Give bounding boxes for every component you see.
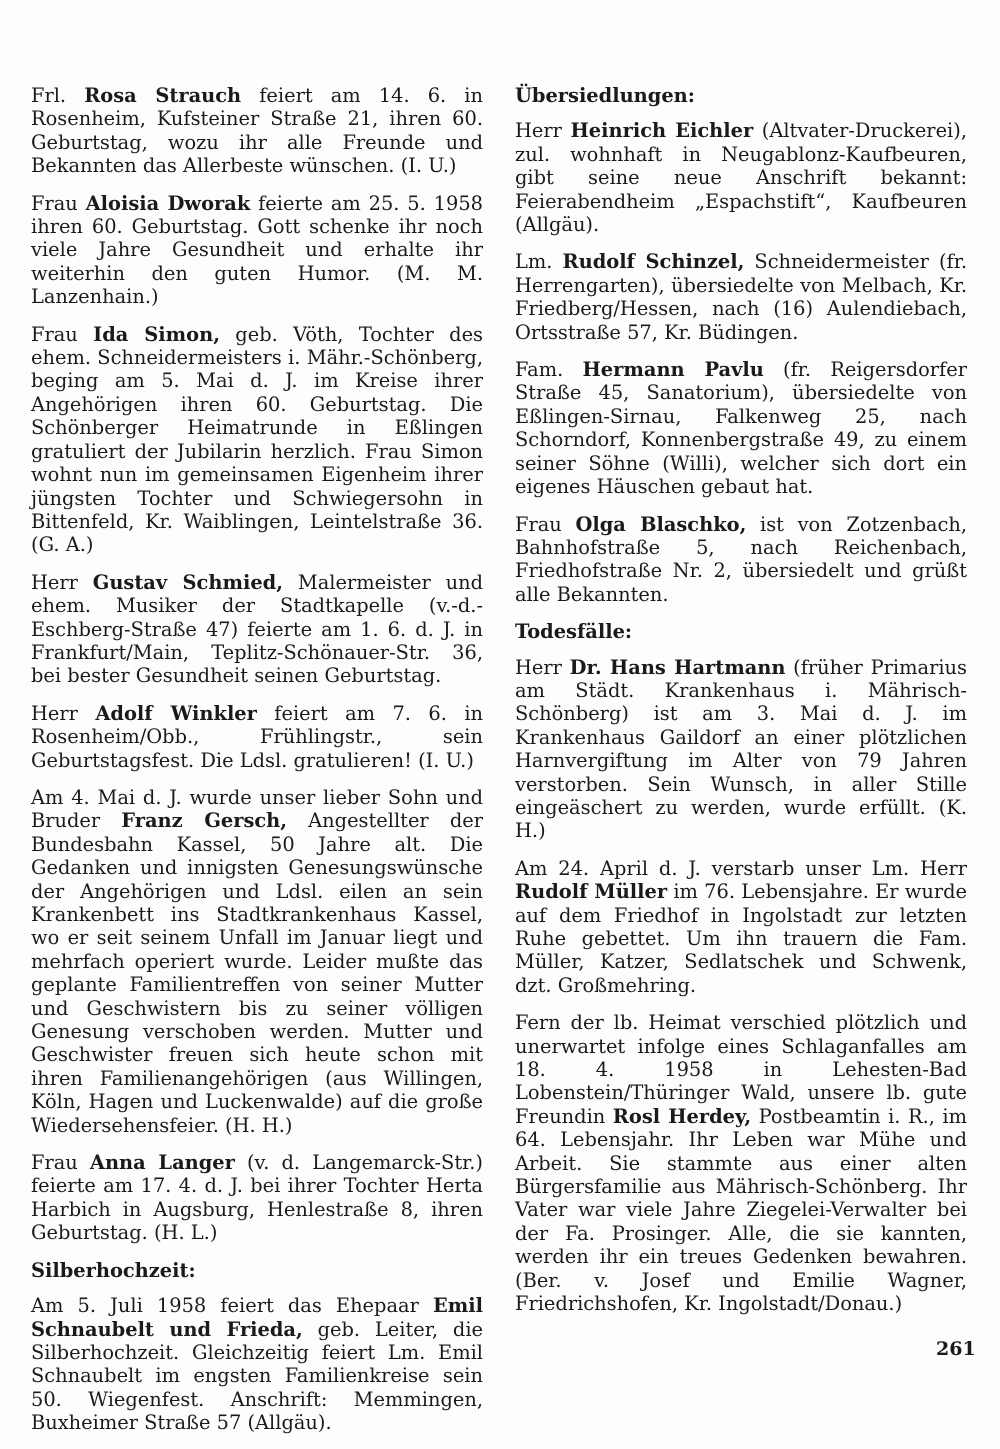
section-heading-silberhochzeit: Silberhochzeit: — [31, 1258, 196, 1282]
person-name: Rosl Herdey, — [612, 1104, 752, 1128]
notice-hans-hartmann: Herr Dr. Hans Hartmann (früher Primarius am Städt. Krankenhaus i. Mährisch-Schönberg) ist am 3. Mai d. J. im Krankenhaus Gaildorf an einer plötzlichen Harnvergiftung im Alter von 79 Jahren verstorben. Sein Wunsch, in aller Stille eingeäschert zu werden, wurde erfüllt. (K. H.) — [515, 655, 967, 843]
notice-anna-langer: Frau Anna Langer (v. d. Langemarck-Str.) feierte am 17. 4. d. J. bei ihrer Tochter Herta Harbich in Augsburg, Henlestraße 8, ihren Geburtstag. (H. L.) — [31, 1151, 483, 1245]
notice-franz-gersch: Am 4. Mai d. J. wurde unser lieber Sohn und Bruder Franz Gersch, Angestellter der Bundesbahn Kassel, 50 Jahre alt. Die Gedanken und innigsten Genesungswünsche der Angehörigen und Ldsl. eilen an sein Krankenbett ins Stadtkrankenhaus Kassel, wo er seit seinem Unfall im Januar liegt und mehrfach operiert wurde. Leider mußte das geplante Familientreffen von seiner Mutter und Geschwistern bis zu seiner völligen Genesung verschoben werden. Mutter und Geschwister freuen sich heute schon mit ihren Familienangehörigen (aus Willingen, Köln, Hagen und Luckenwalde) auf die große Wiedersehensfeier. (H. H.) — [31, 785, 483, 1137]
notice-ida-simon: Frau Ida Simon, geb. Vöth, Tochter des ehem. Schneidermeisters i. Mähr.-Schönberg, beging am 5. Mai d. J. im Kreise ihrer Angehörigen ihren 60. Geburtstag. Die Schönberger Heimatrunde in Eßlingen gratuliert der Jubilarin herzlich. Frau Simon wohnt nun im gemeinsamen Eigenheim ihrer jüngsten Tochter und Schwiegersohn in Bittenfeld, Kr. Waiblingen, Leintelstraße 36. (G. A.) — [31, 322, 483, 557]
left-column — [31, 84, 483, 1449]
page-number: 261 — [936, 1338, 976, 1360]
notice-rudolf-mueller: Am 24. April d. J. verstarb unser Lm. Herr Rudolf Müller im 76. Lebensjahre. Er wurde auf dem Friedhof in Ingolstadt zur letzten Ruhe gebettet. Um ihn trauern die Fam. Müller, Katzer, Sedlatschek und Schwenk, dzt. Großmehring. — [515, 856, 968, 997]
person-name: Ida Simon, — [93, 322, 220, 346]
section-heading-uebersiedlungen: Übersiedlungen: — [515, 84, 695, 107]
person-name: Dr. Hans Hartmann — [569, 655, 786, 679]
person-name: Hermann Pavlu — [582, 358, 764, 382]
person-name: Rosa Strauch — [84, 84, 242, 107]
person-name: Adolf Winkler — [95, 701, 257, 725]
person-name: Franz Gersch, — [121, 809, 288, 833]
right-column — [515, 84, 967, 1330]
notice-rosa-strauch: Frl. Rosa Strauch feiert am 14. 6. in Rosenheim, Kufsteiner Straße 21, ihren 60. Geburtstag, wozu ihr alle Freunde und Bekannten das Allerbeste wünschen. (I. U.) — [31, 84, 483, 178]
notice-rosl-herdey: Fern der lb. Heimat verschied plötzlich und unerwartet infolge eines Schlaganfalles am 18. 4. 1958 in Lehesten-Bad Lobenstein/Thüringer Wald, unsere lb. gute Freundin Rosl Herdey, Postbeamtin i. R., im 64. Lebensjahr. Ihr Leben war Mühe und Arbeit. Sie stammte aus einer alten Bürgersfamilie aus Mährisch-Schönberg. Ihr Vater war viele Jahre Ziegelei-Verwalter bei der Fa. Prosinger. Alle, die sie kannten, werden ihr ein treues Gedenken bewahren. (Ber. v. Josef und Emilie Wagner, Friedrichshofen, Kr. Ingolstadt/Donau.) — [515, 1011, 967, 1316]
notice-olga-blaschko: Frau Olga Blaschko, ist von Zotzenbach, Bahnhofstraße 5, nach Reichenbach, Friedhofstraße Nr. 2, übersiedelt und grüßt alle Bekannten. — [515, 512, 967, 606]
notice-adolf-winkler: Herr Adolf Winkler feiert am 7. 6. in Rosenheim/Obb., Frühlingstr., sein Geburtstagsfest. Die Ldsl. gratulieren! (I. U.) — [31, 701, 484, 772]
notice-rudolf-schinzel: Lm. Rudolf Schinzel, Schneidermeister (fr. Herrengarten), übersiedelte von Melbach, Kr. Friedberg/Hessen, nach (16) Aulendiebach, Ortsstraße 57, Kr. Büdingen. — [515, 250, 968, 344]
person-name: Aloisia Dworak — [85, 191, 251, 215]
person-name: Emil Schnaubelt und Frieda, — [31, 1294, 483, 1341]
person-name: Olga Blaschko, — [575, 512, 747, 536]
notice-schnaubelt: Am 5. Juli 1958 feiert das Ehepaar Emil Schnaubelt und Frieda, geb. Leiter, die Silberhochzeit. Gleichzeitig feiert Lm. Emil Schnaubelt im engsten Familienkreise sein 50. Wiegenfest. Anschrift: Memmingen, Buxheimer Straße 57 (Allgäu). — [31, 1294, 483, 1435]
notice-heinrich-eichler: Herr Heinrich Eichler (Altvater-Druckerei), zul. wohnhaft in Neugablonz-Kaufbeuren, gibt seine neue Anschrift bekannt: Feierabendheim „Espachstift“, Kaufbeuren (Allgäu). — [515, 119, 967, 237]
section-heading-todesfaelle: Todesfälle: — [515, 620, 633, 644]
person-name: Anna Langer — [89, 1151, 235, 1175]
notice-gustav-schmied: Herr Gustav Schmied, Malermeister und ehem. Musiker der Stadtkapelle (v.-d.-Eschberg-Straße 47) feierte am 1. 6. d. J. in Frankfurt/Main, Teplitz-Schönauer-Str. 36, bei bester Gesundheit seinen Geburtstag. — [31, 570, 483, 688]
notice-aloisia-dworak: Frau Aloisia Dworak feierte am 25. 5. 1958 ihren 60. Geburtstag. Gott schenke ihr noch viele Jahre Gesundheit und erhalte ihr weiterhin den guten Humor. (M. M. Lanzenhain.) — [31, 191, 484, 309]
person-name: Rudolf Müller — [515, 880, 668, 904]
person-name: Gustav Schmied, — [92, 570, 283, 594]
person-name: Rudolf Schinzel, — [562, 250, 745, 274]
notice-hermann-pavlu: Fam. Hermann Pavlu (fr. Reigersdorfer Straße 45, Sanatorium), übersiedelte von Eßlingen-Sirnau, Falkenweg 25, nach Schorndorf, Konnenbergstraße 49, zu einem seiner Söhne (Willi), welcher sich dort ein eigenes Häuschen gebaut hat. — [515, 358, 967, 499]
person-name: Heinrich Eichler — [570, 119, 754, 143]
